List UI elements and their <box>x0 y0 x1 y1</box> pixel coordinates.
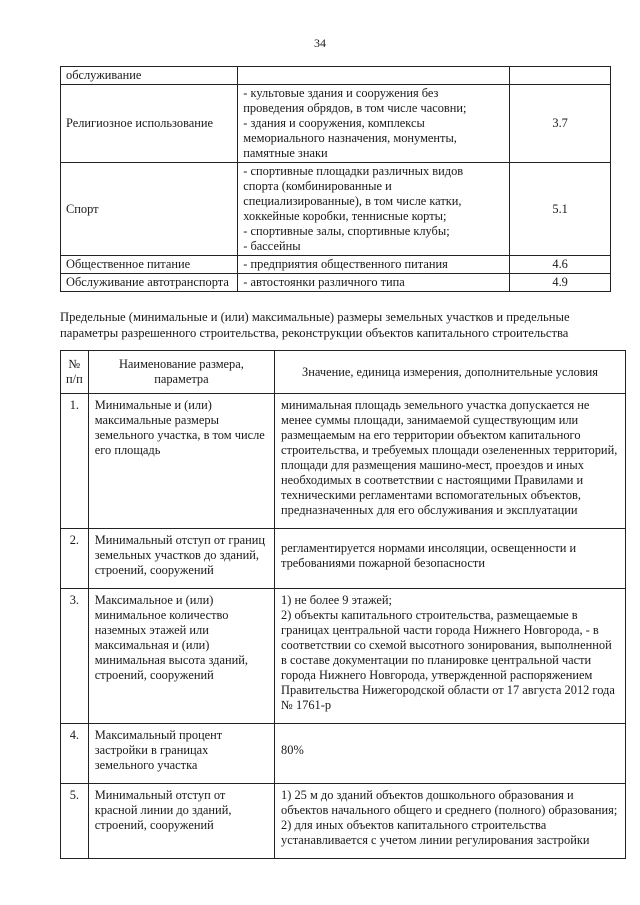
land-use-objects <box>238 163 510 256</box>
object-line: спорта (комбинированные и <box>243 179 392 193</box>
parameter-name: Минимальные и (или) максимальные размеры земельного участка, в том числе его площадь <box>88 394 274 529</box>
land-use-code <box>510 67 611 85</box>
object-line: - автостоянки различного типа <box>243 275 405 289</box>
object-line: - спортивные залы, спортивные клубы; <box>243 224 450 238</box>
object-line: мемориального назначения, монументы, <box>243 131 457 145</box>
parameter-name: Минимальный отступ от красной линии до зданий, строений, сооружений <box>88 784 274 859</box>
land-use-code: 4.6 <box>510 256 611 274</box>
land-use-table <box>60 66 611 292</box>
object-line: - предприятия общественного питания <box>243 257 448 271</box>
header-value: Значение, единица измерения, дополнительные условия <box>275 351 626 394</box>
land-use-objects <box>238 85 510 163</box>
header-name: Наименование размера, параметра <box>88 351 274 394</box>
value-line: 80% <box>281 743 304 757</box>
land-use-name: обслуживание <box>61 67 238 85</box>
table-header-row <box>61 351 626 394</box>
table-row <box>61 67 611 85</box>
table-row <box>61 784 626 859</box>
object-line: - здания и сооружения, комплексы <box>243 116 425 130</box>
parameter-value <box>275 529 626 589</box>
value-line: 2) объекты капитального строительства, размещаемые в границах центральной части города Нижнего Новгорода, - в соответствии со схемой высотного зонирования, выполненной в составе документации по планировке центральной части города Нижнего Новгорода, утвержденной распоряжением Правительства Нижегородской области от 17 августа 2012 года № 1761-р <box>281 608 615 712</box>
parameter-name: Максимальное и (или) минимальное количество наземных этажей или максимальная и (или) минимальная высота зданий, строений, сооружений <box>88 589 274 724</box>
object-line: проведения обрядов, в том числе часовни; <box>243 101 467 115</box>
object-line: памятные знаки <box>243 146 328 160</box>
land-use-name: Обслуживание автотранспорта <box>61 274 238 292</box>
land-use-name: Религиозное использование <box>61 85 238 163</box>
value-line: 1) не более 9 этажей; <box>281 593 392 607</box>
object-line: хоккейные коробки, теннисные корты; <box>243 209 447 223</box>
table-row <box>61 394 626 529</box>
table-row <box>61 163 611 256</box>
table-row <box>61 256 611 274</box>
parameter-value <box>275 394 626 529</box>
row-number: 4. <box>61 724 89 784</box>
row-number: 2. <box>61 529 89 589</box>
row-number: 3. <box>61 589 89 724</box>
value-line: регламентируется нормами инсоляции, освещенности и требованиями пожарной безопасности <box>281 540 577 570</box>
parameter-name: Максимальный процент застройки в границах земельного участка <box>88 724 274 784</box>
value-line: 1) 25 м до зданий объектов дошкольного образования и объектов начального общего и среднего (полного) образования; <box>281 788 618 817</box>
parameters-table <box>60 350 626 859</box>
value-line: 2) для иных объектов капитального строительства устанавливается с учетом линии регулирования застройки <box>281 818 590 847</box>
parameter-value <box>275 589 626 724</box>
object-line: - бассейны <box>243 239 301 253</box>
table-row <box>61 529 626 589</box>
table-row <box>61 724 626 784</box>
object-line: - культовые здания и сооружения без <box>243 86 439 100</box>
land-use-name: Общественное питание <box>61 256 238 274</box>
land-use-objects <box>238 274 510 292</box>
section-caption: Предельные (минимальные и (или) максимальные) размеры земельных участков и предельные параметры разрешенного строительства, реконструкции объектов капитального строительства <box>60 310 570 340</box>
parameter-value <box>275 784 626 859</box>
table-row <box>61 85 611 163</box>
parameter-value <box>275 724 626 784</box>
row-number: 1. <box>61 394 89 529</box>
parameter-name: Минимальный отступ от границ земельных участков до зданий, строений, сооружений <box>88 529 274 589</box>
page-number: 34 <box>314 36 326 50</box>
value-line: минимальная площадь земельного участка допускается не менее суммы площади, занимаемой существующим или размещаемым на его территории объектом капитального строительства, и требуемых площади озелененных территорий, площади для размещения машино-мест, проездов и иных необходимых в соответствии с настоящими Правилами и техническими регламентами вспомогательных объектов, предназначенных для его обслуживания и эксплуатации <box>281 398 618 517</box>
object-line: - спортивные площадки различных видов <box>243 164 464 178</box>
row-number: 5. <box>61 784 89 859</box>
land-use-name: Спорт <box>61 163 238 256</box>
land-use-code: 5.1 <box>510 163 611 256</box>
land-use-code: 4.9 <box>510 274 611 292</box>
object-line: специализированные), в том числе катки, <box>243 194 462 208</box>
header-num: № п/п <box>61 351 89 394</box>
land-use-objects <box>238 256 510 274</box>
land-use-objects <box>238 67 510 85</box>
table-row <box>61 274 611 292</box>
table-row <box>61 589 626 724</box>
land-use-code: 3.7 <box>510 85 611 163</box>
